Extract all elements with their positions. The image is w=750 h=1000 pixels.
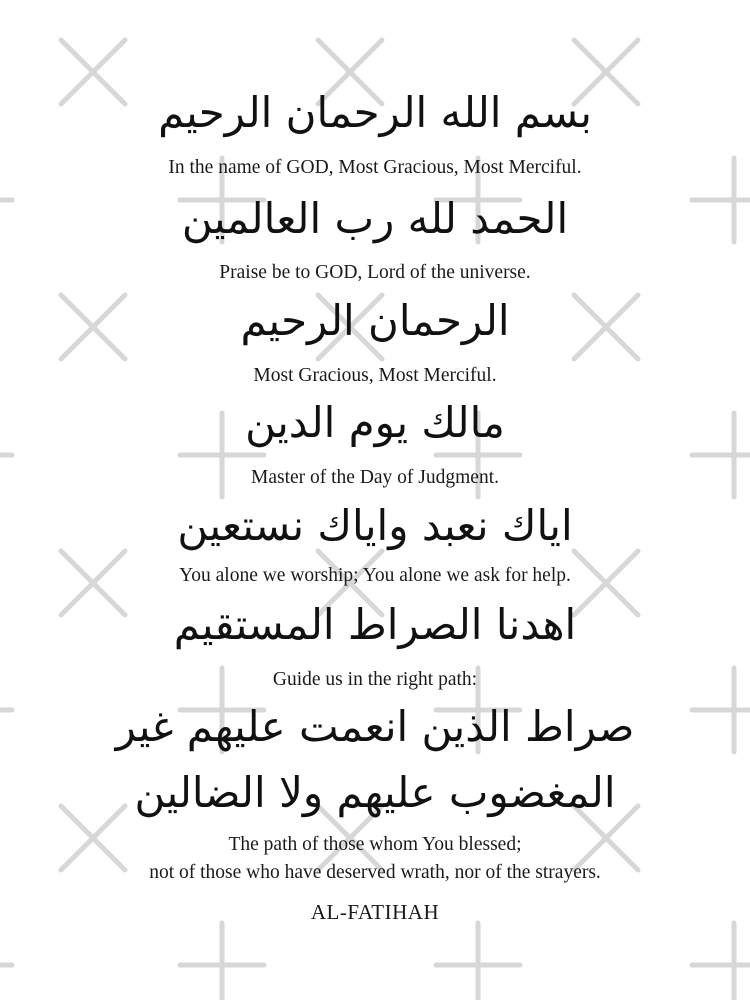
verse-7-translation-line-2: not of those who have deserved wrath, nor of the strayers. [149, 862, 601, 883]
verse-7-translation-line-1: The path of those whom You blessed; [228, 834, 522, 855]
verse-7-arabic-line-1: صراط الذين انعمت عليهم غير [115, 702, 635, 751]
poster-title: AL-FATIHAH [310, 900, 440, 924]
verse-7-arabic-line-2: المغضوب عليهم ولا الضالين [134, 768, 616, 817]
plus-mark-icon [180, 923, 264, 1000]
verse-5-translation: You alone we worship; You alone we ask for help. [179, 565, 571, 586]
verse-3-arabic: الرحمان الرحيم [240, 296, 510, 345]
verse-4-arabic: مالك يوم الدين [245, 398, 505, 447]
verse-5-arabic: اياك نعبد واياك نستعين [177, 501, 573, 550]
verse-4-translation: Master of the Day of Judgment. [250, 467, 500, 488]
verse-6-arabic: اهدنا الصراط المستقيم [173, 600, 577, 649]
plus-mark-icon [436, 923, 520, 1000]
verse-1-translation: In the name of GOD, Most Gracious, Most Merciful. [168, 157, 582, 178]
plus-mark-icon [692, 923, 750, 1000]
verse-2-arabic: الحمد لله رب العالمين [181, 194, 569, 243]
verse-6-translation: Guide us in the right path: [272, 669, 478, 690]
verse-1-arabic: بسم الله الرحمان الرحيم [158, 88, 592, 137]
verse-2-translation: Praise be to GOD, Lord of the universe. [219, 262, 531, 283]
verse-3-translation: Most Gracious, Most Merciful. [253, 365, 497, 386]
plus-mark-icon [0, 923, 12, 1000]
